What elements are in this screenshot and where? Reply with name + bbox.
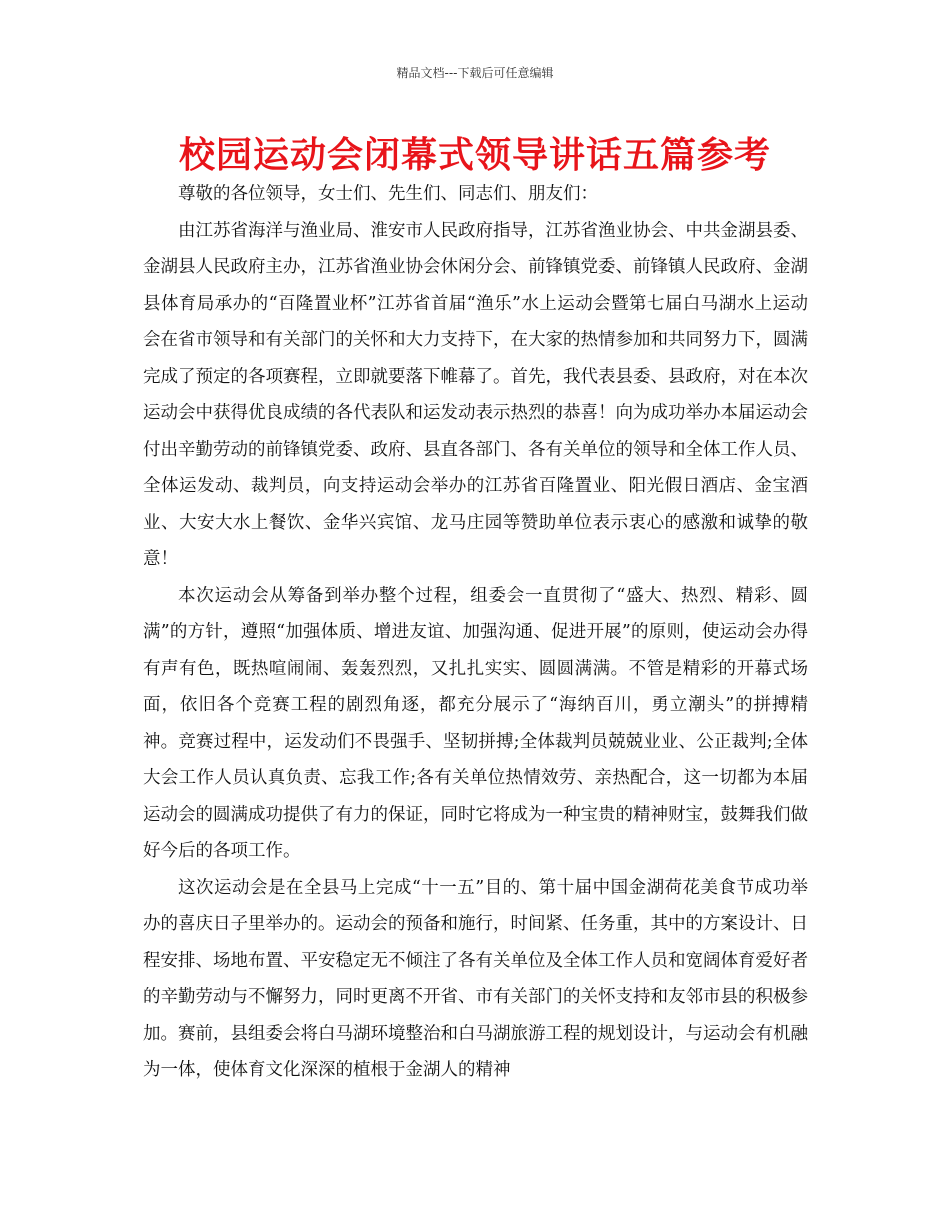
document-body <box>143 176 808 1089</box>
salutation: 尊敬的各位领导，女士们、先生们、同志们、朋友们： <box>178 184 598 204</box>
document-title: 校园运动会闭幕式领导讲话五篇参考 <box>178 135 771 176</box>
paragraph-2: 本次运动会从筹备到举办整个过程，组委会一直贯彻了“盛大、热烈、精彩、圆满”的方针，遵照“加强体质、增进友谊、加强沟通、促进开展”的原则，使运动会办得有声有色，既热喧闹闹、轰轰烈烈，又扎扎实实、圆圆满满。不管是精彩的开幕式场面，依旧各个竞赛工程的剧烈角逐，都充分展示了“海纳百川，勇立潮头”的拼搏精神。竞赛过程中，运发动们不畏强手、坚韧拼搏;全体裁判员兢兢业业、公正裁判;全体大会工作人员认真负责、忘我工作;各有关单位热情效劳、亲热配合，这一切都为本届运动会的圆满成功提供了有力的保证，同时它将成为一种宝贵的精神财宝，鼓舞我们做好今后的各项工作。 <box>143 585 808 861</box>
paragraph-3: 这次运动会是在全县马上完成“十一五”目的、第十届中国金湖荷花美食节成功举办的喜庆日子里举办的。运动会的预备和施行，时间紧、任务重，其中的方案设计、日程安排、场地布置、平安稳定无不倾注了各有关单位及全体工作人员和宽阔体育爱好者的辛勤劳动与不懈努力，同时更离不开省、市有关部门的关怀支持和友邻市县的积极参加。赛前，县组委会将白马湖环境整治和白马湖旅游工程的规划设计，与运动会有机融为一体，使体育文化深深的植根于金湖人的精神 <box>143 877 808 1080</box>
header-note: 精品文档---下载后可任意编辑 <box>396 66 554 80</box>
paragraph-1: 由江苏省海洋与渔业局、淮安市人民政府指导，江苏省渔业协会、中共金湖县委、金湖县人民政府主办，江苏省渔业协会休闲分会、前锋镇党委、前锋镇人民政府、金湖县体育局承办的“百隆置业杯”江苏省首届“渔乐”水上运动会暨第七届白马湖水上运动会在省市领导和有关部门的关怀和大力支持下，在大家的热情参加和共同努力下，圆满完成了预定的各项赛程，立即就要落下帷幕了。首先，我代表县委、县政府，对在本次运动会中获得优良成绩的各代表队和运发动表示热烈的恭喜！向为成功举办本届运动会付出辛勤劳动的前锋镇党委、政府、县直各部门、各有关单位的领导和全体工作人员、全体运发动、裁判员，向支持运动会举办的江苏省百隆置业、阳光假日酒店、金宝酒业、大安大水上餐饮、金华兴宾馆、龙马庄园等赞助单位表示衷心的感激和诚挚的敬意！ <box>143 220 808 569</box>
